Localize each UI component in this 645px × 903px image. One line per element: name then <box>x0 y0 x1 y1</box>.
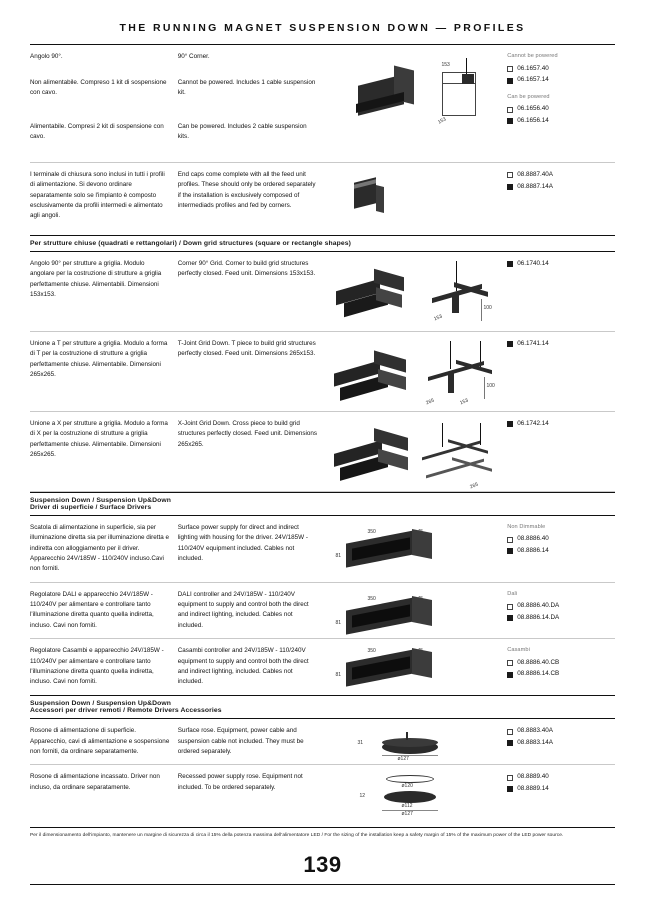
table-row <box>30 583 615 640</box>
row-text-en: DALI controller and 24V/185W - 110/240V equipment to supply and control both the direct and indirect lighting, included. Cables not included. <box>177 590 309 629</box>
finish-swatch-black <box>507 786 513 792</box>
section-heading-line1: Suspension Down / Suspension Up&Down <box>30 496 172 504</box>
row-text-en: Can be powered. Includes 2 cable suspension kits. <box>177 122 307 141</box>
code-column <box>505 726 615 749</box>
row-text-en: Surface power supply for direct and indirect lighting with housing for the driver. 24V/185W - 110/240V equipment included. Cables not included. <box>177 523 308 562</box>
row-text-en: Surface rose. Equipment, power cable and suspension cable not included. They must be ordered separately. <box>177 727 304 755</box>
product-code: 08.8883.14A <box>517 738 553 746</box>
code-column <box>505 590 615 631</box>
finish-swatch-black <box>507 421 513 427</box>
row-text-it: Angolo 90°. <box>30 53 63 60</box>
finish-swatch-black <box>507 341 513 347</box>
row-text-it: Non alimentabile. Compreso 1 kit di sospensione con cavo. <box>30 78 167 97</box>
product-code: 08.8886.14 <box>517 547 549 555</box>
page-title: THE RUNNING MAGNET SUSPENSION DOWN — PROFILES <box>119 22 526 34</box>
product-code: 08.8886.14.CB <box>517 670 560 678</box>
bottom-divider <box>30 884 615 885</box>
figure-recessed-rose: ø120 12 ø112 ø127 <box>326 772 506 802</box>
section-heading-grid: Per strutture chiuse (quadrati e rettangolari) / Down grid structures (square or rectangle shapes) <box>30 235 615 252</box>
code-column <box>505 259 615 271</box>
row-text-it: Regolatore Casambi e apparecchio 24V/185W - 110/240V per alimentare e controllare tanto l'illuminazione diretta quanto quella indiretta, incluso. Cavi non forniti. <box>30 647 164 686</box>
page-number: 139 <box>303 851 342 877</box>
finish-swatch-white <box>507 729 513 735</box>
table-row <box>30 765 615 818</box>
product-code: 06.1741.14 <box>517 339 549 347</box>
row-text-en: T-Joint Grid Down. T piece to build grid structures perfectly closed. Feed unit. Dimensions 265x153. <box>177 339 316 358</box>
row-text-en: Cannot be powered. Includes 1 cable suspension kit. <box>177 78 316 97</box>
table-row <box>30 332 615 412</box>
code-column <box>505 170 615 199</box>
code-line[interactable] <box>507 726 615 737</box>
finish-swatch-black <box>507 672 513 678</box>
code-line[interactable] <box>507 64 615 75</box>
code-column <box>505 523 615 564</box>
code-note: Casambi <box>507 647 530 654</box>
row-text-it: Angolo 90° per strutture a griglia. Modulo angolare per la costruzione di strutture a griglia perfettamente chiuse. Alimentabili. Dimensioni 153x153. <box>30 259 162 298</box>
finish-swatch-black <box>507 261 513 267</box>
row-text-en: Recessed power supply rose. Equipment not included. To be ordered separately. <box>177 773 303 791</box>
finish-swatch-white <box>507 604 513 610</box>
figure-t-joint: 100 265 153 <box>326 339 506 369</box>
section-heading-line2: Accessori per driver remoti / Remote Drivers Accessories <box>30 707 222 715</box>
figure-x-joint: 265 <box>326 419 506 449</box>
product-code: 08.8889.40 <box>517 773 549 781</box>
code-note: Can be powered <box>507 93 550 100</box>
code-column <box>505 772 615 795</box>
code-group <box>507 590 615 624</box>
finish-swatch-white <box>507 537 513 543</box>
code-line[interactable] <box>507 613 615 624</box>
figure-surface-rose: 31 ø127 <box>326 726 506 756</box>
figure-corner-90: 153 153 <box>326 52 506 130</box>
code-note: Cannot be powered <box>507 53 558 59</box>
code-group <box>507 523 615 557</box>
table-row <box>30 719 615 765</box>
product-code: 08.8887.14A <box>517 182 553 190</box>
section-heading-line2: Driver di superficie / Surface Drivers <box>30 503 152 511</box>
code-column <box>505 339 615 351</box>
finish-swatch-white <box>507 172 513 178</box>
section-heading-line1: Suspension Down / Suspension Up&Down <box>30 700 172 708</box>
finish-swatch-white <box>507 66 513 72</box>
code-line[interactable] <box>507 669 615 680</box>
product-code: 06.1656.40 <box>517 105 549 113</box>
code-line[interactable] <box>507 772 615 783</box>
table-row <box>30 516 615 583</box>
figure-surface-driver-dali: 350 81 <box>326 590 506 620</box>
figure-surface-driver: 350 81 <box>326 523 506 553</box>
code-line[interactable] <box>507 784 615 795</box>
product-code: 06.1740.14 <box>517 259 549 267</box>
row-text-it: Alimentabile. Compresi 2 kit di sospensione con cavo. <box>30 122 164 141</box>
code-column <box>505 419 615 431</box>
product-code: 08.8887.40A <box>517 170 553 178</box>
product-code: 08.8889.14 <box>517 785 549 793</box>
row-text-en: 90° Corner. <box>177 53 210 60</box>
code-line[interactable] <box>507 738 615 749</box>
code-line[interactable] <box>507 170 615 181</box>
row-text-en: End caps come complete with all the feed unit profiles. These should only be ordered separately if the installation is exclusively composed of intermediads profiles and fed by corners. <box>177 170 316 209</box>
table-row <box>30 412 615 492</box>
figure-corner-grid: 100 153 <box>326 259 506 289</box>
row-text-it: Regolatore DALI e apparecchio 24V/185W - 110/240V per alimentare e controllare tanto l'illuminazione diretta quanto quella indiretta, incluso. Cavi non forniti. <box>30 590 154 629</box>
code-group <box>507 646 615 680</box>
code-line[interactable] <box>507 339 615 350</box>
finish-swatch-black <box>507 615 513 621</box>
product-code: 06.1657.40 <box>517 64 549 72</box>
section-heading-drivers <box>30 492 615 516</box>
row-text-it: Unione a T per strutture a griglia. Modulo a forma di T per la costruzione di strutture a griglia perfettamente chiuse. Alimentabile. Dimensioni 265x265. <box>30 339 168 378</box>
row-text-it: Rosone di alimentazione di superficie. Apparecchio, cavi di alimentazione e sospensione non forniti, da ordinare separatamente. <box>30 727 170 755</box>
code-line[interactable] <box>507 182 615 193</box>
code-line[interactable] <box>507 658 615 669</box>
finish-swatch-black <box>507 548 513 554</box>
figure-end-caps <box>326 170 506 200</box>
code-note: Dali <box>507 590 518 597</box>
code-line[interactable] <box>507 419 615 430</box>
product-code: 08.8886.40.CB <box>517 658 560 666</box>
finish-swatch-white <box>507 775 513 781</box>
product-code: 08.8883.40A <box>517 727 553 735</box>
row-text-en: X-Joint Grid Down. Cross piece to build grid structures perfectly closed. Feed unit. Dimensions 265x265. <box>177 419 318 448</box>
row-text-it: Rosone di alimentazione incassato. Driver non incluso, da ordinare separatamente. <box>30 773 160 791</box>
row-text-it: Unione a X per strutture a griglia. Modulo a forma di X per la costruzione di strutture a griglia perfettamente chiuse. Alimentabile. Dimensioni 265x265. <box>30 419 168 458</box>
table-row <box>30 639 615 695</box>
finish-swatch-black <box>507 740 513 746</box>
code-line[interactable] <box>507 534 615 545</box>
table-row <box>30 252 615 332</box>
code-line[interactable] <box>507 259 615 270</box>
product-code: 06.1656.14 <box>517 117 549 125</box>
row-text-en: Corner 90° Grid. Corner to build grid structures perfectly closed. Feed unit. Dimensions 153x153. <box>177 259 316 278</box>
code-note: Non Dimmable <box>507 523 546 530</box>
section-heading-accessories <box>30 695 615 719</box>
product-code: 08.8886.40 <box>517 535 549 543</box>
code-column <box>505 646 615 687</box>
product-code: 08.8886.14.DA <box>517 613 560 621</box>
product-code: 08.8886.40.DA <box>517 602 560 610</box>
code-line[interactable] <box>507 601 615 612</box>
code-group <box>507 170 615 192</box>
row-text-en: Casambi controller and 24V/185W - 110/240V equipment to supply and control both the direct and indirect lighting, included. Cables not included. <box>177 647 309 686</box>
product-code: 06.1742.14 <box>517 419 549 427</box>
product-code: 06.1657.14 <box>517 76 549 84</box>
table-row <box>30 163 615 235</box>
finish-swatch-white <box>507 660 513 666</box>
figure-surface-driver-casambi: 350 81 <box>326 646 506 676</box>
code-line[interactable] <box>507 546 615 557</box>
row-text-it: Scatola di alimentazione in superficie, sia per illuminazione diretta sia per illuminazione diretta e indiretta con alloggiamento per il driver. Apparecchio 24V/185W - 110/240V incluso.Cavi non forniti. <box>30 523 169 573</box>
finish-swatch-black <box>507 184 513 190</box>
row-text-it: I terminale di chiusura sono inclusi in tutti i profili di alimentazione. Si devono ordinare separatamente solo se l'impianto è composto esclusivamente da profili intermedi e alimentato agli angoli. <box>30 170 165 220</box>
footer-note: Per il dimensionamento dell'impianto, mantenere un margine di sicurezza di circa il 15% della potenza massima dell'alimentatore LED / For the sizing of the installation keep a safety margin of 15% of the maximum power of the LED power source. <box>30 833 564 839</box>
